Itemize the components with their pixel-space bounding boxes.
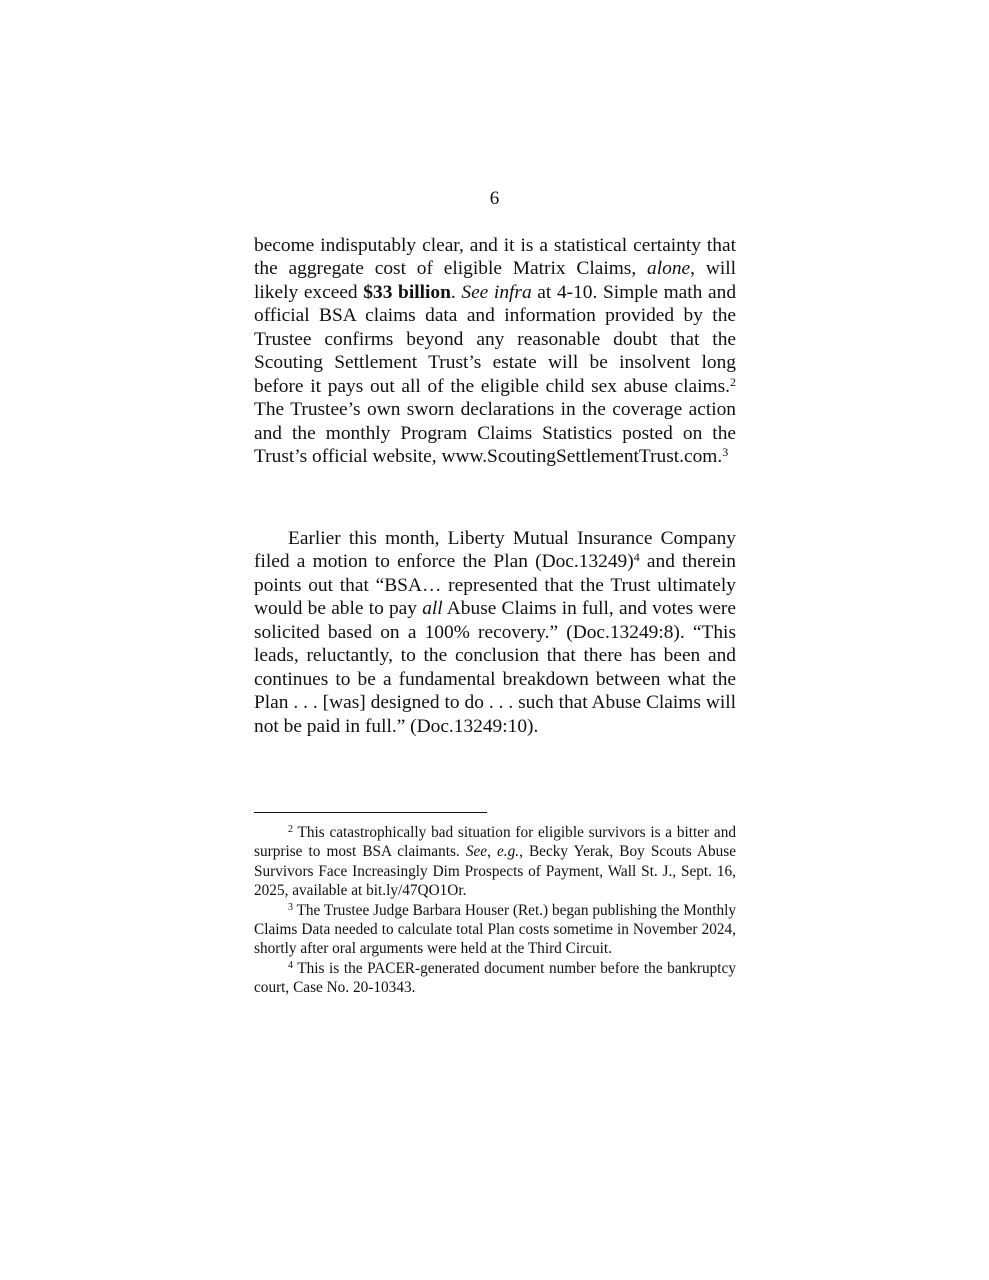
- footnote-3: [254, 901, 736, 959]
- text-run: , Becky Yerak, Boy Scouts Abuse Survivors Face Increasingly Dim Prospects of Payment, Wall St. J., Sept. 16, 2025, available at bit.ly/47QO1Or.: [254, 843, 736, 900]
- body-paragraph-2: [254, 527, 736, 738]
- text-run: and therein points out that “BSA… represented that the Trust ultimately would be able to pay: [254, 551, 737, 620]
- emphasis-alone: alone: [647, 258, 691, 280]
- text-run: become indisputably clear, and it is a statistical certainty that the aggregate cost of eligible Matrix Claims,: [254, 235, 736, 280]
- page-number: 6: [489, 188, 500, 209]
- footnote-ref-2: 2: [730, 374, 736, 389]
- text-run: Abuse Claims in full, and votes were solicited based on a 100% recovery.” (Doc.13249:8). “This leads, reluctantly, to the conclusion that there has been and continues to be a fundamental breakdown between what the Plan . . . [was] designed to do . . . such that Abuse Claims will not be paid in full.” (Doc.13249:10).: [254, 598, 736, 737]
- footnotes: [254, 823, 736, 998]
- footnote-marker: 4: [288, 959, 293, 971]
- footnote-separator: [254, 812, 487, 813]
- footnote-ref-4: 4: [633, 550, 640, 565]
- footnote-marker: 2: [288, 824, 293, 835]
- emphasis-amount: $33 billion: [363, 281, 451, 303]
- text-run: The Trustee’s own sworn declarations in the coverage action and the monthly Program Claims Statistics posted on the Trust’s official website, www.ScoutingSettlementTrust.com.: [254, 399, 736, 468]
- text-run: Earlier this month, Liberty Mutual Insurance Company filed a motion to enforce the Plan (Doc.13249): [254, 528, 736, 573]
- footnote-4: [254, 959, 736, 998]
- footnote-ref-3: 3: [722, 445, 729, 460]
- footnote-2: [254, 823, 736, 901]
- text-run: The Trustee Judge Barbara Houser (Ret.) began publishing the Monthly Claims Data needed to calculate total Plan costs sometime in November 2024, shortly after oral arguments were held at the Third Circuit.: [254, 901, 736, 958]
- text-run: This is the PACER-generated document number before the bankruptcy court, Case No. 20-10343.: [254, 959, 736, 997]
- text-run: .: [450, 281, 462, 303]
- citation-signal: e.g.: [496, 843, 520, 861]
- citation-signal: See: [465, 843, 488, 861]
- text-run: at 4-10. Simple math and official BSA claims data and information provided by the Trustee confirms beyond any reasonable doubt that the Scouting Settlement Trust’s estate will be insolvent long before it pays out all of the eligible child sex abuse claims.: [254, 281, 737, 397]
- citation-signal: See infra: [461, 281, 532, 303]
- text-run: ,: [487, 843, 497, 861]
- text-run: , will likely exceed: [254, 258, 736, 303]
- body-paragraph-1: [254, 234, 736, 469]
- emphasis-all: all: [422, 598, 443, 620]
- footnote-marker: 3: [288, 901, 293, 913]
- text-run: This catastrophically bad situation for eligible survivors is a bitter and surprise to most BSA claimants.: [254, 824, 736, 861]
